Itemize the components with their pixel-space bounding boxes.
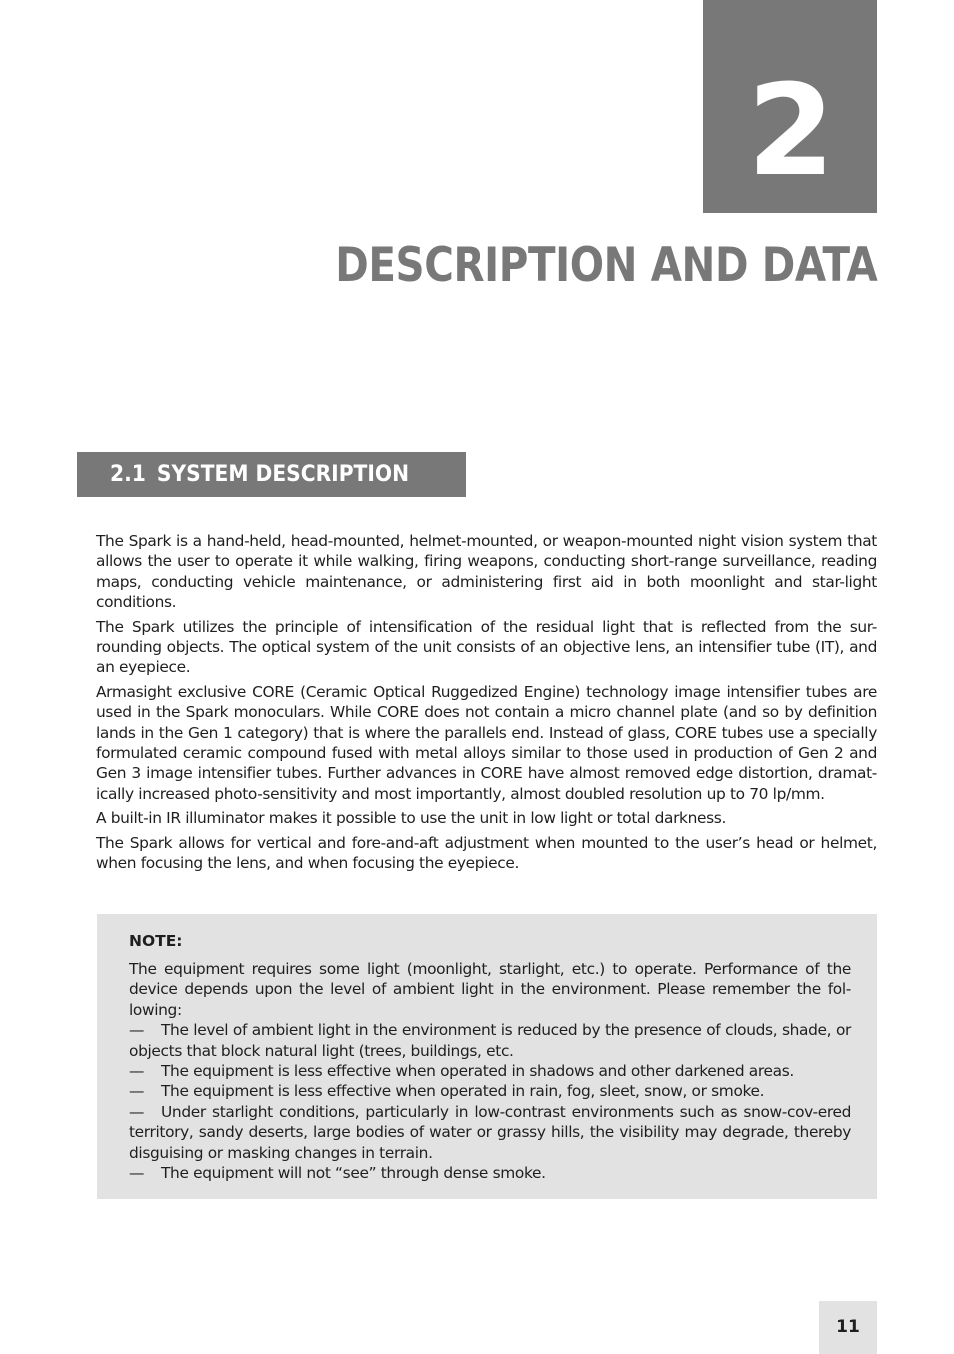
note-item-text: The equipment is less effective when operated in shadows and other darkened areas.: [161, 1062, 794, 1081]
note-dash: —: [129, 1021, 145, 1040]
section-heading-bar: [77, 452, 466, 497]
note-item: [129, 1061, 851, 1081]
page-number: 11: [836, 1317, 860, 1337]
section-body: [96, 531, 877, 878]
paragraph-overview: The Spark is a hand-held, head-mounted, helmet-mounted, or weapon-mounted night vision system that allows the user to operate it while walking, firing weapons, conducting short-range surveillance, reading maps, conducting vehicle maintenance, or administering first aid in both moonlight and star-light conditions.: [96, 532, 877, 612]
note-content: [129, 931, 851, 1183]
note-dash: —: [129, 1164, 145, 1183]
note-item-text: The equipment is less effective when operated in rain, fog, sleet, snow, or smoke.: [161, 1082, 765, 1101]
note-label: NOTE:: [129, 932, 183, 950]
page-number-box: [819, 1301, 877, 1354]
paragraph-adjustment: The Spark allows for vertical and fore-and-aft adjustment when mounted to the user’s head or helmet, when focusing the lens, and when focusing the eyepiece.: [96, 833, 877, 873]
chapter-number: 2: [747, 57, 833, 204]
chapter-title: DESCRIPTION AND DATA: [334, 238, 877, 293]
note-item-text: The equipment will not “see” through dense smoke.: [161, 1164, 546, 1183]
paragraph-ir-illuminator: A built-in IR illuminator makes it possible to use the unit in low light or total darkness.: [96, 809, 727, 828]
note-box: [97, 914, 877, 1199]
note-dash: —: [129, 1062, 145, 1081]
note-dash: —: [129, 1082, 145, 1101]
note-item: [129, 1081, 851, 1101]
section-number: 2.1: [110, 462, 146, 487]
paragraph-core-technology: Armasight exclusive CORE (Ceramic Optical Ruggedized Engine) technology image intensifier tubes are used in the Spark monoculars. While CORE does not contain a micro channel plate (and so by definition lands in the Gen 1 category) that is where the parallels end. Instead of glass, CORE tubes use a specially formulated ceramic compound fused with metal alloys similar to those used in production of Gen 2 and Gen 3 image intensifier tubes. Further advances in CORE have almost removed edge distortion, dramat-ically increased photo-sensitivity and most importantly, almost doubled resolution up to 70 lp/mm.: [96, 682, 877, 803]
paragraph-optics: The Spark utilizes the principle of intensification of the residual light that is reflected from the sur-rounding objects. The optical system of the unit consists of an objective lens, an intensifier tube (IT), and an eyepiece.: [96, 617, 877, 677]
note-intro: The equipment requires some light (moonlight, starlight, etc.) to operate. Performance of the device depends upon the level of ambient light in the environment. Please remember the fol-lowing:: [129, 960, 851, 1019]
note-item: [129, 1102, 851, 1163]
note-item-text: Under starlight conditions, particularly in low-contrast environments such as snow-cov-ered territory, sandy deserts, large bodies of water or grassy hills, the visibility may degrade, thereby disguising or masking changes in terrain.: [129, 1102, 851, 1162]
section-title: SYSTEM DESCRIPTION: [156, 462, 410, 487]
note-item: [129, 1163, 851, 1183]
note-item: [129, 1020, 851, 1061]
chapter-number-box: [703, 0, 877, 213]
note-dash: —: [129, 1102, 145, 1121]
note-item-text: The level of ambient light in the environment is reduced by the presence of clouds, shade, or objects that block natural light (trees, buildings, etc.: [129, 1021, 851, 1060]
section-heading: [110, 452, 409, 497]
